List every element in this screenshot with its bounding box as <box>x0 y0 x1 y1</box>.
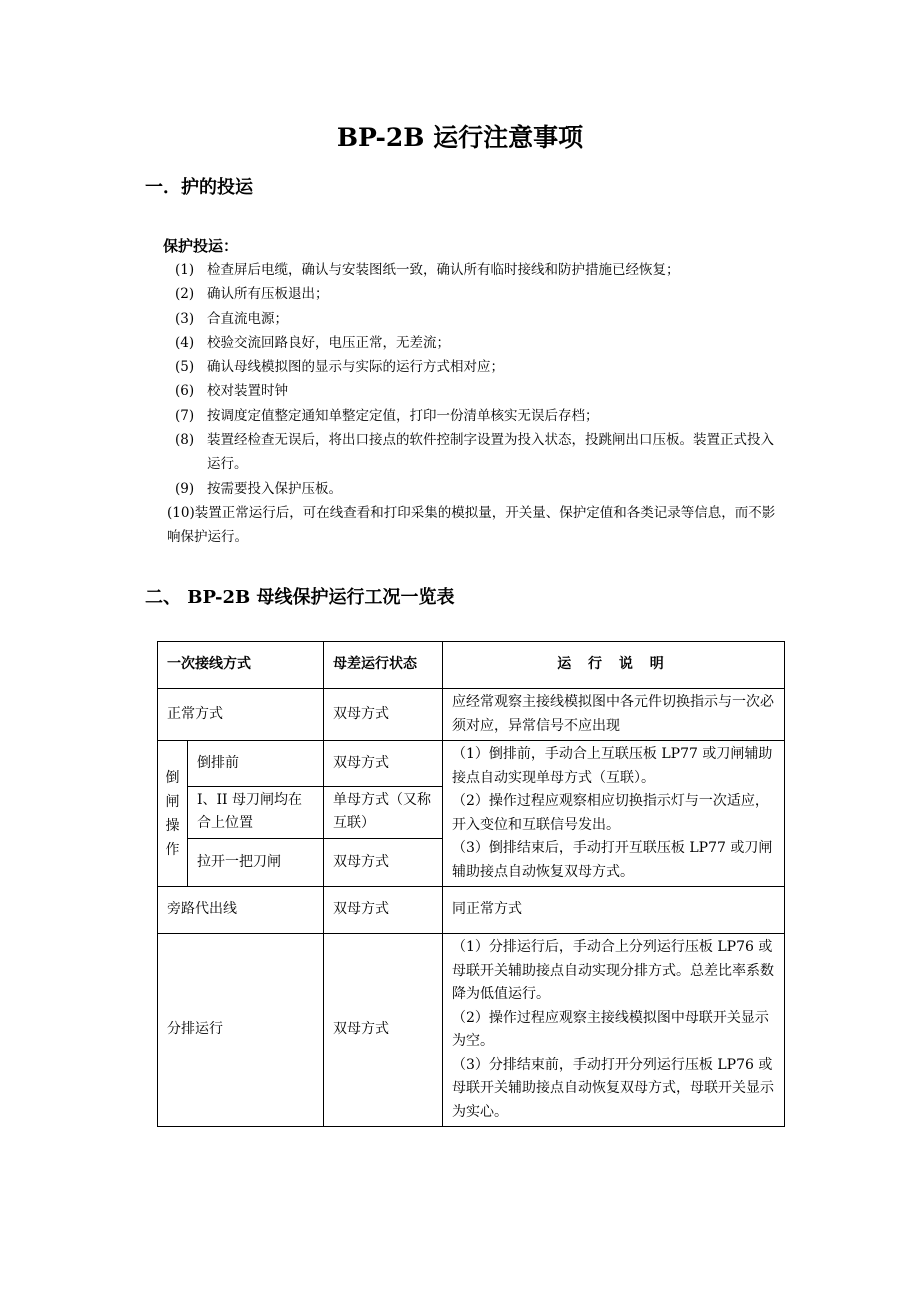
list-item: (8) 装置经检查无误后，将出口接点的软件控制字设置为投入状态，投跳闸出口压板。装置正式投入运行。 <box>175 432 774 473</box>
desc-cell: （1）分排运行后，手动合上分列运行压板 LP76 或母联开关辅助接点自动实现分排方式。总差比率系数降为低值运行。 （2）操作过程应观察主接线模拟图中母联开关显示为空。 （3）分排结束前，手动打开分列运行压板 LP76 或母联开关辅助接点自动恢复双母方式，母联开关显示为实心。 <box>443 934 785 1127</box>
state-cell: 双母方式 <box>324 934 443 1127</box>
table-row <box>158 934 785 1127</box>
desc-cell: （1）倒排前，手动合上互联压板 LP77 或刀闸辅助接点自动实现单母方式（互联）。 （2）操作过程应观察相应切换指示灯与一次适应，开入变位和互联信号发出。 （3）倒排结束后，手动打开互联压板 LP77 或刀闸辅助接点自动恢复双母方式。 <box>443 741 785 887</box>
list-item: (4) 校验交流回路良好，电压正常，无差流； <box>175 334 450 351</box>
state-cell: 双母方式 <box>324 689 443 741</box>
list-item: (1) 检查屏后电缆，确认与安装图纸一致，确认所有临时接线和防护措施已经恢复； <box>175 262 680 278</box>
mode-cell: 分排运行 <box>158 934 324 1127</box>
section2-heading: 二、 BP-2B 母线保护运行工况一览表 <box>145 587 455 608</box>
state-cell: 双母方式 <box>324 839 443 887</box>
table-row <box>158 689 785 741</box>
column-header: 母差运行状态 <box>324 642 443 689</box>
mode-cell: 倒排前 <box>188 741 324 787</box>
mode-cell: I、II 母刀闸均在合上位置 <box>188 786 324 839</box>
section1-heading: 一．护的投运 <box>145 177 253 198</box>
section1-subheading: 保护投运： <box>163 237 239 255</box>
table-header-row <box>158 642 785 689</box>
list-item: (6) 校对装置时钟 <box>175 383 288 400</box>
desc-cell: 同正常方式 <box>443 887 785 934</box>
list-item: (7) 按调度定值整定通知单整定定值，打印一份清单核实无误后存档； <box>175 407 599 424</box>
state-cell: 双母方式 <box>324 887 443 934</box>
column-header: 一次接线方式 <box>158 642 324 689</box>
list-item: (2) 确认所有压板退出； <box>175 286 329 303</box>
list-item: (5) 确认母线模拟图的显示与实际的运行方式相对应； <box>175 359 504 376</box>
switching-operation-label: 倒 闸 操 作 <box>158 741 188 887</box>
state-cell: 单母方式（又称互联） <box>324 786 443 839</box>
table-row <box>158 741 785 787</box>
list-item: (10)装置正常运行后，可在线查看和打印采集的模拟量，开关量、保护定值和各类记录等信息，而不影响保护运行。 <box>167 504 776 546</box>
step-list <box>167 258 785 550</box>
operating-conditions-table <box>157 641 785 1127</box>
state-cell: 双母方式 <box>324 741 443 787</box>
list-item: (9) 按需要投入保护压板。 <box>175 480 342 497</box>
mode-cell: 拉开一把刀闸 <box>188 839 324 887</box>
column-header: 运 行 说 明 <box>443 642 785 689</box>
page-title: BP-2B 运行注意事项 <box>336 123 584 152</box>
mode-cell: 旁路代出线 <box>158 887 324 934</box>
desc-cell: 应经常观察主接线模拟图中各元件切换指示与一次必须对应，异常信号不应出现 <box>443 689 785 741</box>
mode-cell: 正常方式 <box>158 689 324 741</box>
table-row <box>158 887 785 934</box>
list-item: (3) 合直流电源； <box>175 310 288 327</box>
